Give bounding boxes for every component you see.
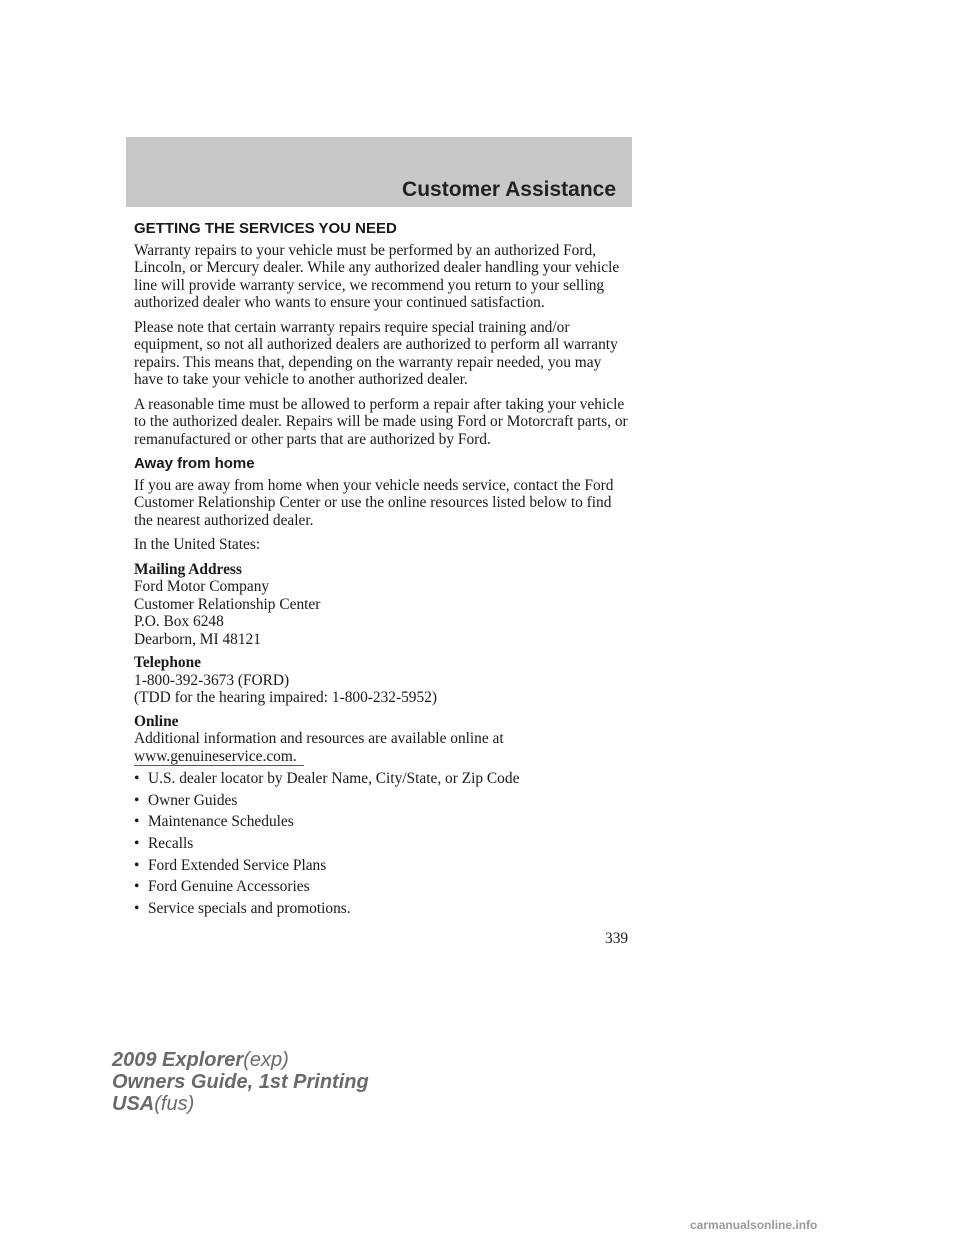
paragraph-special-training: Please note that certain warranty repairs require special training and/or equipment, so not all authorized dealers are authorized to perform all warranty repairs. This means that, depending on the warranty repair needed, you may have to take your vehicle to another authorized dealer. <box>134 318 618 388</box>
online-block <box>134 713 634 766</box>
mailing-address-block <box>134 561 634 649</box>
list-item: • Recalls <box>134 835 194 853</box>
tdd-number: (TDD for the hearing impaired: 1-800-232-5952) <box>134 689 438 706</box>
footer-model-code: (exp) <box>243 1049 289 1071</box>
bullet-icon: • <box>134 878 140 896</box>
list-item: • Service specials and promotions. <box>134 900 351 918</box>
footer-market-code: (fus) <box>154 1093 195 1115</box>
bullet-icon: • <box>134 856 140 874</box>
online-resources-list <box>134 770 634 918</box>
telephone-number: 1-800-392-3673 (FORD) <box>134 671 290 689</box>
mailing-line: Dearborn, MI 48121 <box>134 630 261 648</box>
bullet-icon: • <box>134 770 140 787</box>
print-footer <box>112 1049 369 1115</box>
footer-model: 2009 Explorer <box>112 1049 244 1071</box>
online-line: Additional information and resources are available online at <box>134 730 504 747</box>
page-number: 339 <box>605 930 629 947</box>
mailing-line: Ford Motor Company <box>134 578 270 595</box>
watermark-text: carmanualsonline.info <box>690 1218 818 1232</box>
list-item: • Ford Genuine Accessories <box>134 878 310 896</box>
list-item: • Maintenance Schedules <box>134 813 294 831</box>
footer-printing: Owners Guide, 1st Printing <box>112 1071 369 1093</box>
paragraph-reasonable-time: A reasonable time must be allowed to perform a repair after taking your vehicle to the authorized dealer. Repairs will be made using Ford or Motorcraft parts, or remanufactured or other parts that are authorized by Ford. <box>134 395 628 448</box>
mailing-address-label: Mailing Address <box>134 560 242 578</box>
list-item: • Ford Extended Service Plans <box>134 856 327 874</box>
bullet-icon: • <box>134 791 140 809</box>
telephone-block <box>134 654 634 707</box>
paragraph-away-from-home: If you are away from home when your vehicle needs service, contact the Ford Customer Relationship Center or use the online resources listed below to find the nearest authorized dealer. <box>134 476 614 529</box>
page-heading: GETTING THE SERVICES YOU NEED <box>134 220 397 237</box>
subheading-away-from-home: Away from home <box>134 455 255 472</box>
mailing-line: Customer Relationship Center <box>134 595 321 613</box>
section-header-band <box>126 137 632 207</box>
bullet-icon: • <box>134 813 140 831</box>
online-url: www.genuineservice.com. <box>134 747 297 765</box>
list-item: • U.S. dealer locator by Dealer Name, City/State, or Zip Code <box>134 770 520 787</box>
footer-market: USA <box>112 1093 155 1115</box>
section-title: Customer Assistance <box>402 178 616 201</box>
mailing-line: P.O. Box 6248 <box>134 613 224 630</box>
bullet-icon: • <box>134 835 140 853</box>
paragraph-warranty-repairs: Warranty repairs to your vehicle must be performed by an authorized Ford, Lincoln, or Mercury dealer. While any authorized dealer handling your vehicle line will provide warranty service, we recommend you return to your selling authorized dealer who wants to ensure your continued satisfaction. <box>134 241 620 311</box>
list-item: • Owner Guides <box>134 791 238 809</box>
online-separator <box>134 765 304 766</box>
bullet-icon: • <box>134 900 140 918</box>
telephone-label: Telephone <box>134 654 201 671</box>
page-content <box>134 220 634 922</box>
us-intro: In the United States: <box>134 536 261 553</box>
online-label: Online <box>134 712 179 730</box>
